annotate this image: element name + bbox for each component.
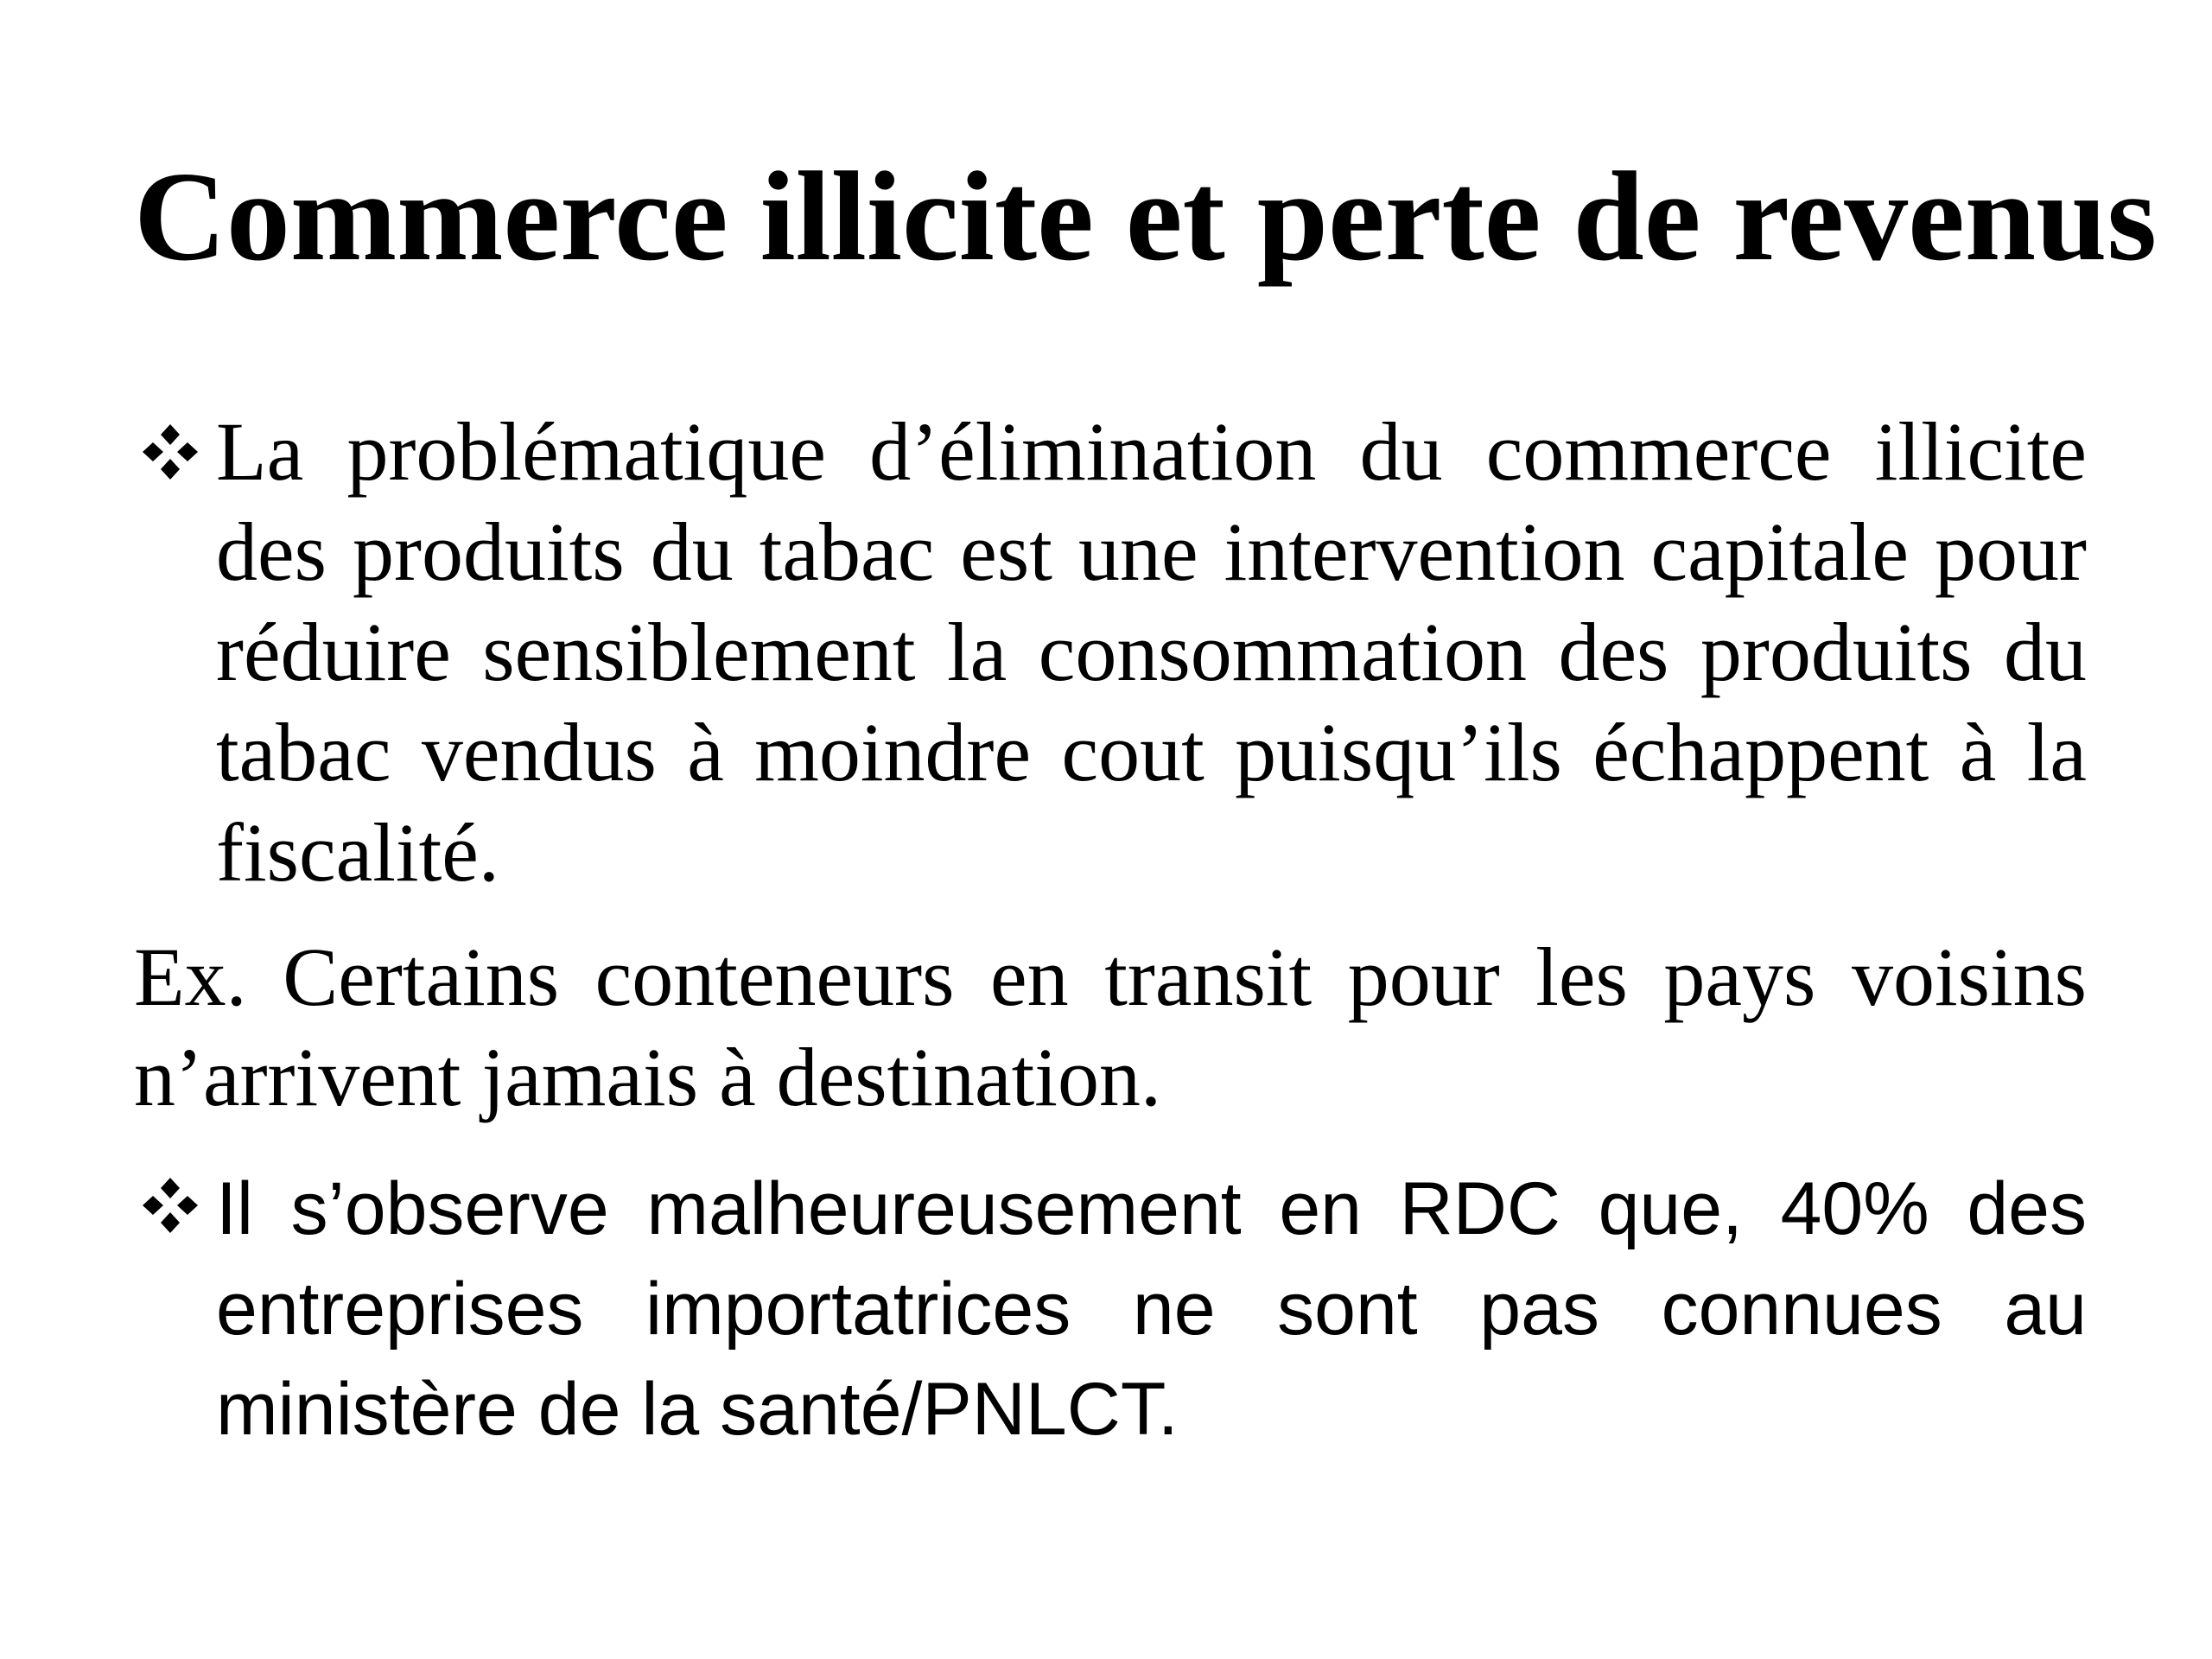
slide-title: Commerce illicite et perte de revenus bbox=[134, 146, 2158, 288]
example-paragraph: Ex. Certains conteneurs en transit pour les pays voisins n’arrivent jamais à destination. bbox=[134, 931, 2087, 1123]
diamond-bullet-icon bbox=[139, 421, 201, 483]
slide-content bbox=[134, 402, 2087, 1459]
bullet-1-text: La problématique d’élimination du commerce illicite des produits du tabac est une intervention capitale pour réduire sensiblement la consommation des produits du tabac vendus à moindre cout puisqu’ils échappent à la fiscalité. bbox=[216, 405, 2087, 899]
diamond-bullet-icon bbox=[139, 1174, 201, 1236]
bullet-item-2 bbox=[134, 1159, 2087, 1459]
bullet-2-text: Il s’observe malheureusement en RDC que, 40% des entreprises importatrices ne sont pas connues au ministère de la santé/PNLCT. bbox=[216, 1167, 2087, 1451]
bullet-item-1 bbox=[134, 402, 2087, 903]
